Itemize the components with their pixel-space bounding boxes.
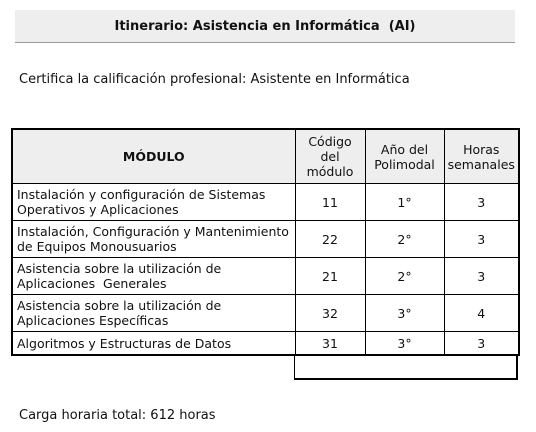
cell-codigo: 32 — [295, 295, 365, 332]
table-row — [12, 295, 519, 332]
cell-horas: 4 — [444, 295, 519, 332]
cell-horas: 3 — [444, 221, 519, 258]
itinerary-title-text: Itinerario: Asistencia en Informática (AI) — [114, 18, 416, 34]
cell-codigo: 21 — [295, 258, 365, 295]
cell-codigo: 22 — [295, 221, 365, 258]
cell-codigo: 11 — [295, 184, 365, 221]
header-horas: Horas semanales — [444, 129, 519, 184]
cell-modulo: Algoritmos y Estructuras de Datos — [12, 332, 295, 356]
cell-anio: 2° — [365, 221, 444, 258]
header-modulo: MÓDULO — [12, 129, 295, 184]
cell-anio: 2° — [365, 258, 444, 295]
certification-text: Certifica la calificación profesional: Asistente en Informática — [19, 72, 410, 87]
table-header-row — [12, 129, 519, 184]
cell-horas: 3 — [444, 184, 519, 221]
cell-modulo: Asistencia sobre la utilización de Aplicaciones Específicas — [12, 295, 295, 332]
modules-table-wrapper — [11, 128, 518, 380]
cell-modulo: Asistencia sobre la utilización de Aplicaciones Generales — [12, 258, 295, 295]
table-row — [12, 221, 519, 258]
cell-codigo: 31 — [295, 332, 365, 356]
cell-anio: 1° — [365, 184, 444, 221]
modules-table — [11, 128, 520, 356]
table-row — [12, 332, 519, 356]
cell-modulo: Instalación y configuración de Sistemas Operativos y Aplicaciones — [12, 184, 295, 221]
header-anio: Año del Polimodal — [365, 129, 444, 184]
itinerary-title — [15, 10, 515, 43]
table-empty-row — [294, 356, 518, 380]
cell-anio: 3° — [365, 332, 444, 356]
cell-horas: 3 — [444, 258, 519, 295]
cell-modulo: Instalación, Configuración y Mantenimiento de Equipos Monousuarios — [12, 221, 295, 258]
cell-horas: 3 — [444, 332, 519, 356]
table-row — [12, 184, 519, 221]
table-row — [12, 258, 519, 295]
total-hours-text: Carga horaria total: 612 horas — [19, 408, 216, 423]
header-codigo: Código del módulo — [295, 129, 365, 184]
cell-anio: 3° — [365, 295, 444, 332]
